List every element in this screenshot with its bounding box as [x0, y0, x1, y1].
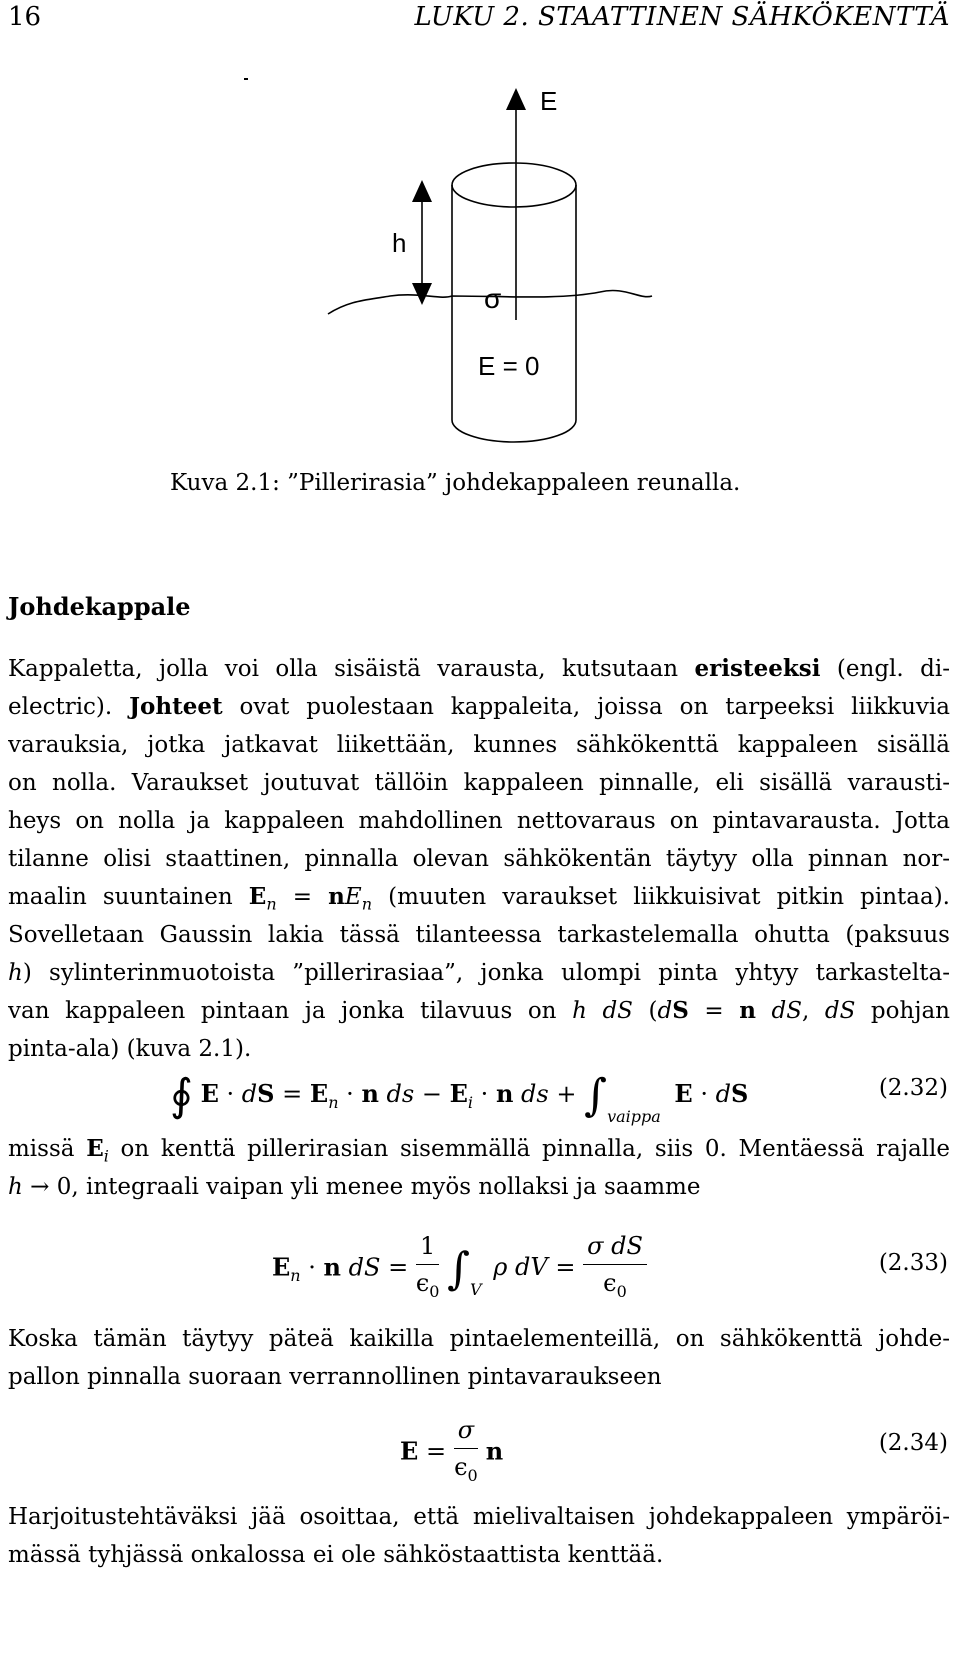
p1-line-5: heys on nolla ja kappaleen mahdollinen nettovaraus on pintavarausta. Jotta [8, 808, 950, 834]
fraction-one-over-eps: $\frac{1}{\epsilon_0}$ [416, 1228, 440, 1310]
p1-line-1: Kappaletta, jolla voi olla sisäistä varausta, kutsutaan eristeeksi (engl. di- [8, 655, 950, 682]
equation-number-2-33: (2.33) [878, 1250, 948, 1276]
paragraph-4 [8, 1498, 950, 1574]
cylinder [452, 163, 576, 442]
p1-line-3: varauksia, jotka jatkavat liikettään, kunnes sähkökenttä kappaleen sisällä [8, 732, 950, 758]
stray-dot [244, 78, 248, 80]
label-sigma: σ [484, 283, 502, 314]
label-h: h [392, 228, 407, 258]
e-field-arrow [506, 88, 526, 320]
paragraph-3 [8, 1320, 950, 1396]
p3-line-1: Koska tämän täytyy päteä kaikilla pintaelementeillä, on sähkökenttä johde- [8, 1326, 950, 1352]
p4-line-2: mässä tyhjässä onkalossa ei ole sähköstaattista kenttää. [8, 1542, 664, 1568]
p4-line-1: Harjoitustehtäväksi jää osoittaa, että mielivaltaisen johdekappaleen ympäröi- [8, 1504, 950, 1530]
p1-line-6: tilanne olisi staattinen, pinnalla olevan sähkökentän täytyy olla pinnan nor- [8, 846, 950, 872]
label-e: E [540, 86, 558, 116]
equation-2-32: ∮ E · dS = $E_n \cdot n$ ds − $E_i \cdot n$ ds + $\int_{vaippa}$ E · dS [170, 1070, 749, 1126]
p1-line-4: on nolla. Varaukset joutuvat tällöin kappaleen pinnalle, eli sisällä varausti- [8, 770, 950, 796]
height-arrow [412, 180, 432, 305]
chapter-title: LUKU 2. STAATTINEN SÄHKÖKENTTÄ [414, 2, 950, 32]
label-e-zero: E = 0 [478, 351, 540, 381]
page-number: 16 [8, 2, 42, 32]
p1-line-10: van kappaleen pintaan ja jonka tilavuus on h dS (dS = n dS, dS pohjan [8, 997, 950, 1024]
p1-line-7: maalin suuntainen $E_n = nE_n$ (muuten varaukset liikkuisivat pitkin pintaa). [8, 883, 950, 914]
equation-2-34: E = $\frac{\sigma}{\epsilon_0}$ n [400, 1412, 503, 1494]
equation-number-2-34: (2.34) [878, 1430, 948, 1456]
p2-line-2: h → 0, integraali vaipan yli menee myös nollaksi ja saamme [8, 1174, 701, 1200]
fraction-sigma-ds-over-eps: $\frac{\text{σ dS}}{\epsilon_0}$ [583, 1228, 647, 1310]
p1-line-8: Sovelletaan Gaussin lakia tässä tilanteessa tarkastelemalla ohutta (paksuus [8, 922, 950, 948]
fraction-sigma-over-eps: $\frac{\sigma}{\epsilon_0}$ [454, 1412, 478, 1494]
p1-line-9: h) sylinterinmuotoista ”pillerirasiaa”, jonka ulompi pinta yhtyy tarkastelta- [8, 960, 950, 986]
p1-line-2: electric). Johteet ovat puolestaan kappaleita, joissa on tarpeeksi liikkuvia [8, 693, 950, 720]
equation-number-2-32: (2.32) [878, 1075, 948, 1101]
pillbox-figure [0, 0, 960, 460]
paragraph-2 [8, 1130, 950, 1206]
figure-caption: Kuva 2.1: ”Pillerirasia” johdekappaleen reunalla. [170, 470, 741, 496]
p2-line-1: missä $E_i$ on kenttä pillerirasian sisemmällä pinnalla, siis 0. Mentäessä rajalle [8, 1135, 950, 1166]
p1-line-11: pinta-ala) (kuva 2.1). [8, 1036, 252, 1062]
section-title: Johdekappale [8, 592, 191, 621]
paragraph-1 [8, 650, 950, 1068]
equation-2-33: $E_n \cdot n$ dS = $\frac{1}{\epsilon_0}$ $\int_V$ ρ dV = $\frac{\text{σ dS}}{\epsilon_0}$ [272, 1228, 647, 1310]
p3-line-2: pallon pinnalla suoraan verrannollinen pintavaraukseen [8, 1364, 662, 1390]
